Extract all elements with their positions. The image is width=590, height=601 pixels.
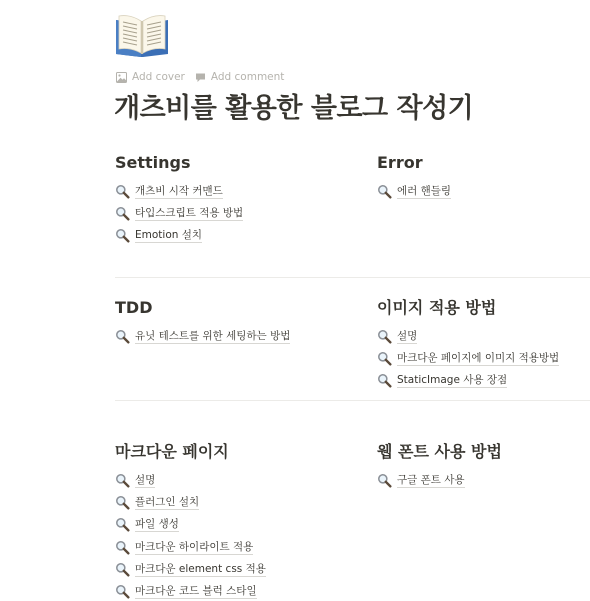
page-controls: [116, 68, 284, 86]
section-webfont: [377, 441, 577, 491]
magnifier-icon: [377, 351, 392, 366]
magnifier-icon: [115, 584, 130, 599]
link-text: 마크다운 코드 블럭 스타일: [135, 585, 257, 598]
link-item[interactable]: [377, 469, 577, 491]
link-text: 타입스크립트 적용 방법: [135, 206, 244, 219]
magnifier-icon: [377, 373, 392, 388]
link-text: 개츠비 시작 커맨드: [135, 184, 223, 197]
section-settings: [115, 152, 315, 247]
section-heading-error[interactable]: Error: [377, 153, 423, 172]
magnifier-icon: [115, 495, 130, 510]
link-text: 에러 핸들링: [397, 184, 452, 197]
link-list-settings: [115, 180, 315, 247]
link-list-error: [377, 180, 577, 202]
section-heading-image[interactable]: 이미지 적용 방법: [377, 298, 497, 317]
add-cover-label: Add cover: [132, 71, 185, 83]
link-item[interactable]: [115, 536, 315, 558]
section-heading-webfont[interactable]: 웹 폰트 사용 방법: [377, 442, 502, 461]
page-title[interactable]: 개츠비를 활용한 블로그 작성기: [114, 93, 474, 124]
section-tdd: [115, 297, 315, 347]
link-item[interactable]: [115, 225, 315, 247]
magnifier-icon: [115, 562, 130, 577]
section-heading-settings[interactable]: Settings: [115, 153, 191, 172]
link-list-markdown: [115, 469, 315, 601]
link-text: 파일 생성: [135, 518, 179, 531]
magnifier-icon: [115, 540, 130, 555]
link-item[interactable]: [377, 370, 577, 392]
section-error: [377, 152, 577, 202]
section-heading-markdown[interactable]: 마크다운 페이지: [115, 442, 229, 461]
link-item[interactable]: [115, 202, 315, 224]
link-text: 마크다운 하이라이트 적용: [135, 540, 254, 553]
magnifier-icon: [115, 228, 130, 243]
link-item[interactable]: [115, 491, 315, 513]
link-text: 설명: [135, 473, 156, 486]
link-item[interactable]: [115, 514, 315, 536]
link-list-webfont: [377, 469, 577, 491]
link-text: 설명: [397, 329, 418, 342]
magnifier-icon: [115, 184, 130, 199]
magnifier-icon: [115, 517, 130, 532]
link-item[interactable]: [115, 325, 315, 347]
magnifier-icon: [115, 473, 130, 488]
link-text: 구글 폰트 사용: [397, 473, 465, 486]
link-text: 마크다운 페이지에 이미지 적용방법: [397, 351, 560, 364]
section-image: [377, 297, 577, 392]
magnifier-icon: [377, 329, 392, 344]
add-comment-button[interactable]: [195, 71, 285, 83]
magnifier-icon: [115, 206, 130, 221]
link-item[interactable]: [115, 469, 315, 491]
magnifier-icon: [377, 473, 392, 488]
link-item[interactable]: [115, 558, 315, 580]
link-text: 플러그인 설치: [135, 495, 200, 508]
link-item[interactable]: [377, 180, 577, 202]
link-list-image: [377, 325, 577, 392]
divider: [115, 400, 590, 401]
section-markdown: [115, 441, 315, 601]
link-item[interactable]: [377, 325, 577, 347]
link-list-tdd: [115, 325, 315, 347]
comment-icon: [195, 72, 206, 83]
link-text: 마크다운 element css 적용: [135, 562, 266, 575]
link-text: Emotion 설치: [135, 229, 203, 242]
add-comment-label: Add comment: [210, 71, 285, 83]
link-item[interactable]: [115, 180, 315, 202]
link-text: 유닛 테스트를 위한 세팅하는 방법: [135, 329, 291, 342]
link-item[interactable]: [377, 347, 577, 369]
link-text: StaticImage 사용 장점: [397, 374, 508, 387]
image-icon: [116, 72, 127, 83]
link-item[interactable]: [115, 580, 315, 601]
open-book-icon[interactable]: [114, 12, 170, 58]
section-heading-tdd[interactable]: TDD: [115, 298, 153, 317]
add-cover-button[interactable]: [116, 71, 185, 83]
magnifier-icon: [115, 329, 130, 344]
magnifier-icon: [377, 184, 392, 199]
divider: [115, 277, 590, 278]
